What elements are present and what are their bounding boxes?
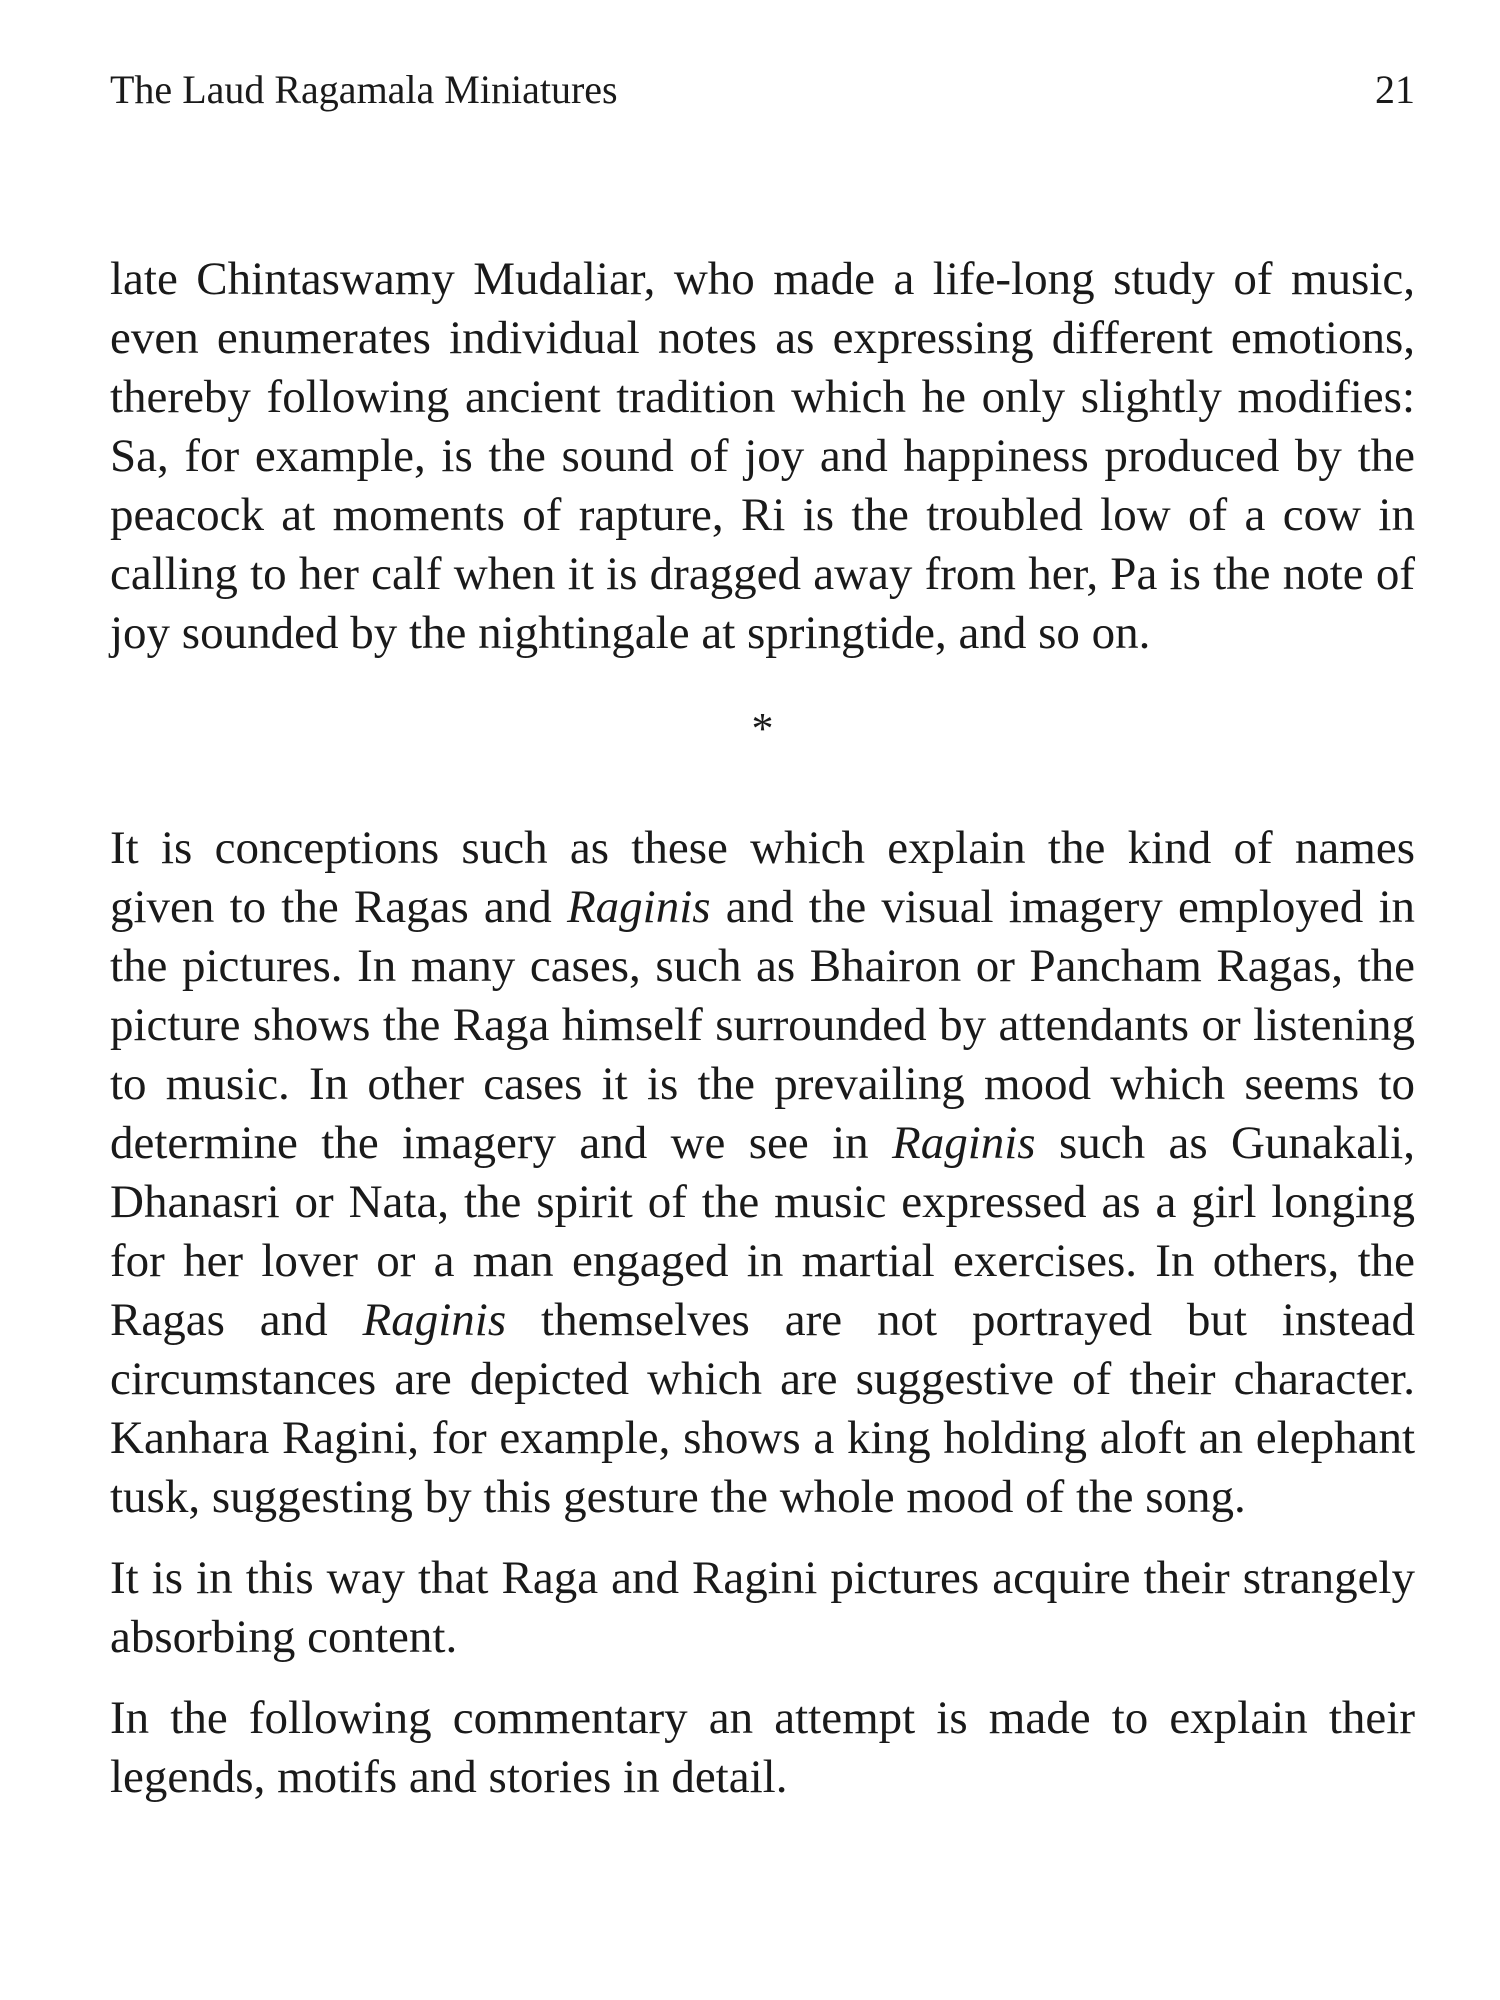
paragraph-2-text-4: themselves are not portrayed but instead circumstances are depicted which are suggestive of their character. Kanhara Ragini, for example, shows a king holding aloft an elephant tusk, suggesting by this gesture the whole mood of the song. <box>110 1294 1415 1523</box>
paragraph-2-text-1: It is conceptions such as these which explain the kind of names given to the Ragas and <box>110 822 1415 933</box>
body-text <box>110 250 1415 1807</box>
italic-term-raginis: Raginis <box>362 1294 507 1346</box>
page-number: 21 <box>1375 67 1415 112</box>
paragraph-3: It is in this way that Raga and Ragini pictures acquire their strangely absorbing content. <box>110 1552 1415 1663</box>
book-page <box>110 60 1415 1807</box>
italic-term-raginis: Raginis <box>891 1117 1036 1169</box>
paragraph-1: late Chintaswamy Mudaliar, who made a life-long study of music, even enumerates individual notes as expressing different emotions, thereby following ancient tradition which he only slightly modifies: Sa, for example, is the sound of joy and happiness produced by the peacock at moments of rapture, Ri is the troubled low of a cow in calling to her calf when it is dragged away from her, Pa is the note of joy sounded by the nightingale at springtide, and so on. <box>110 253 1415 659</box>
paragraph-2-text-2: and the visual imagery employed in the pictures. In many cases, such as Bhairon or Pancham Ragas, the picture shows the Raga himself surrounded by attendants or listening to music. In other cases it is the prevailing mood which seems to determine the imagery and we see in <box>110 881 1415 1169</box>
paragraph-4: In the following commentary an attempt is made to explain their legends, motifs and stories in detail. <box>110 1692 1415 1803</box>
paragraph-2 <box>110 819 1415 1527</box>
paragraph-2-text-3: such as Gunakali, Dhanasri or Nata, the spirit of the music expressed as a girl longing for her lover or a man engaged in martial exercises. In others, the Ragas and <box>110 1117 1415 1346</box>
section-separator: * <box>751 704 774 753</box>
book-title: The Laud Ragamala Miniatures <box>110 67 618 112</box>
running-head <box>110 60 1415 120</box>
italic-term-raginis: Raginis <box>566 881 711 933</box>
